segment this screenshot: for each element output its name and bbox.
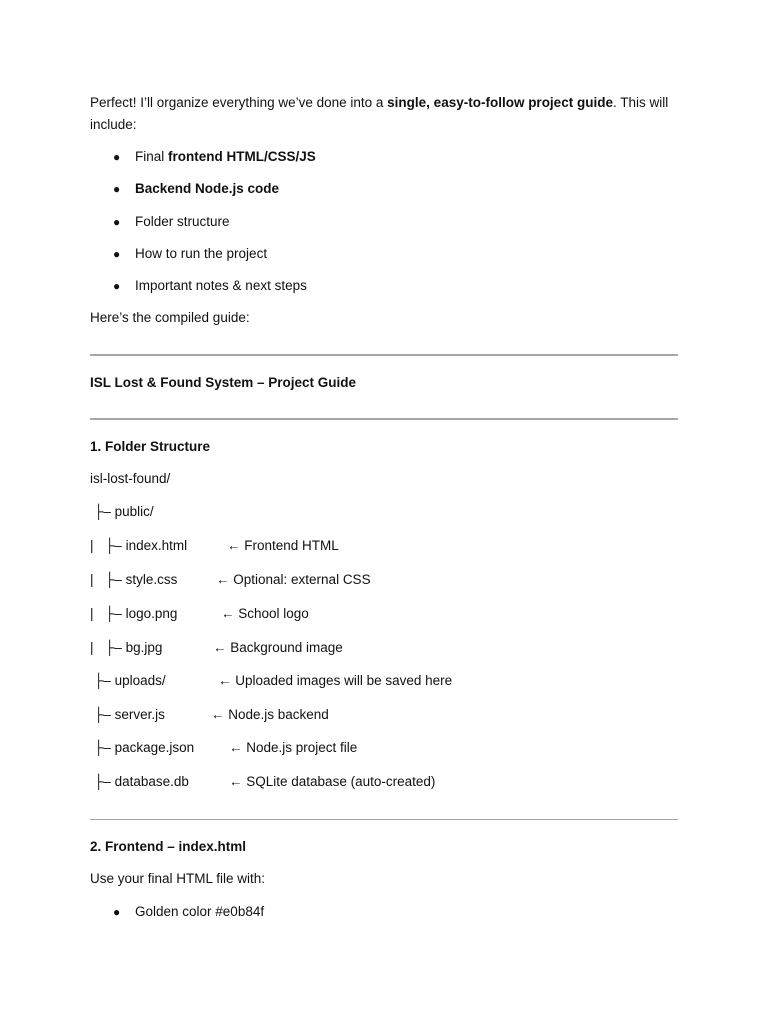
tree-entry-note: ← Node.js project file <box>229 740 358 755</box>
tree-entry-note: ← School logo <box>221 606 309 621</box>
list-item-text: Final <box>135 149 169 164</box>
list-item-text: How to run the project <box>135 246 268 261</box>
divider <box>90 354 678 356</box>
list-item <box>135 179 279 199</box>
list-item <box>135 147 316 167</box>
tree-entry-prefix: ├– database.db <box>90 774 189 789</box>
folder-root: isl-lost-found/ <box>90 471 171 486</box>
tree-entry-prefix: ├– server.js <box>90 707 165 722</box>
bullet-icon: ● <box>113 150 121 164</box>
list-item-bold: frontend HTML/CSS/JS <box>168 149 316 164</box>
tree-entry-note: ← Frontend HTML <box>227 538 339 553</box>
section-1-heading-text: 1. Folder Structure <box>90 439 211 454</box>
tree-entry-prefix: | ├– bg.jpg <box>90 640 163 655</box>
section-1-heading <box>90 437 210 457</box>
intro-line-2: include: <box>90 117 137 132</box>
list-item-text: Folder structure <box>135 214 230 229</box>
tree-entry-prefix: | ├– index.html <box>90 538 188 553</box>
list-item-bold: Backend Node.js code <box>135 181 280 196</box>
bullet-icon: ● <box>113 279 121 293</box>
list-item-text: Important notes & next steps <box>135 278 307 293</box>
guide-title <box>90 373 356 393</box>
tree-entry-note: ← Uploaded images will be saved here <box>218 673 453 688</box>
tree-entry-prefix: ├– package.json <box>90 740 195 755</box>
bullet-icon: ● <box>113 247 121 261</box>
list-item <box>135 212 230 232</box>
divider <box>90 819 678 820</box>
section-2-heading-text: 2. Frontend – index.html <box>90 839 247 854</box>
tree-entry-note: ← Background image <box>213 640 343 655</box>
tree-entry-note: ← Optional: external CSS <box>216 572 371 587</box>
tree-entry-prefix: ├– public/ <box>90 504 154 519</box>
tree-entry-prefix: | ├– logo.png <box>90 606 178 621</box>
bullet-icon: ● <box>113 905 121 919</box>
section-2-intro: Use your final HTML file with: <box>90 871 266 886</box>
bullet-icon: ● <box>113 215 121 229</box>
tree-entry-note: ← SQLite database (auto-created) <box>229 774 436 789</box>
tree-entry-prefix: | ├– style.css <box>90 572 178 587</box>
tree-entry-note: ← Node.js backend <box>211 707 329 722</box>
section-2-heading <box>90 837 246 857</box>
guide-title-text: ISL Lost & Found System – Project Guide <box>90 375 357 390</box>
intro-text-part2: . This will <box>612 95 669 110</box>
divider <box>90 418 678 420</box>
list-item <box>135 244 267 264</box>
intro-line-1 <box>90 93 668 113</box>
intro-text-bold: single, easy-to-follow project guide <box>387 95 613 110</box>
intro-text-part1: Perfect! I’ll organize everything we’ve done into a <box>90 95 388 110</box>
list-item: Golden color #e0b84f <box>135 904 265 919</box>
bullet-icon: ● <box>113 182 121 196</box>
tree-entry-prefix: ├– uploads/ <box>90 673 166 688</box>
list-item <box>135 276 307 296</box>
compiled-note: Here’s the compiled guide: <box>90 310 250 325</box>
